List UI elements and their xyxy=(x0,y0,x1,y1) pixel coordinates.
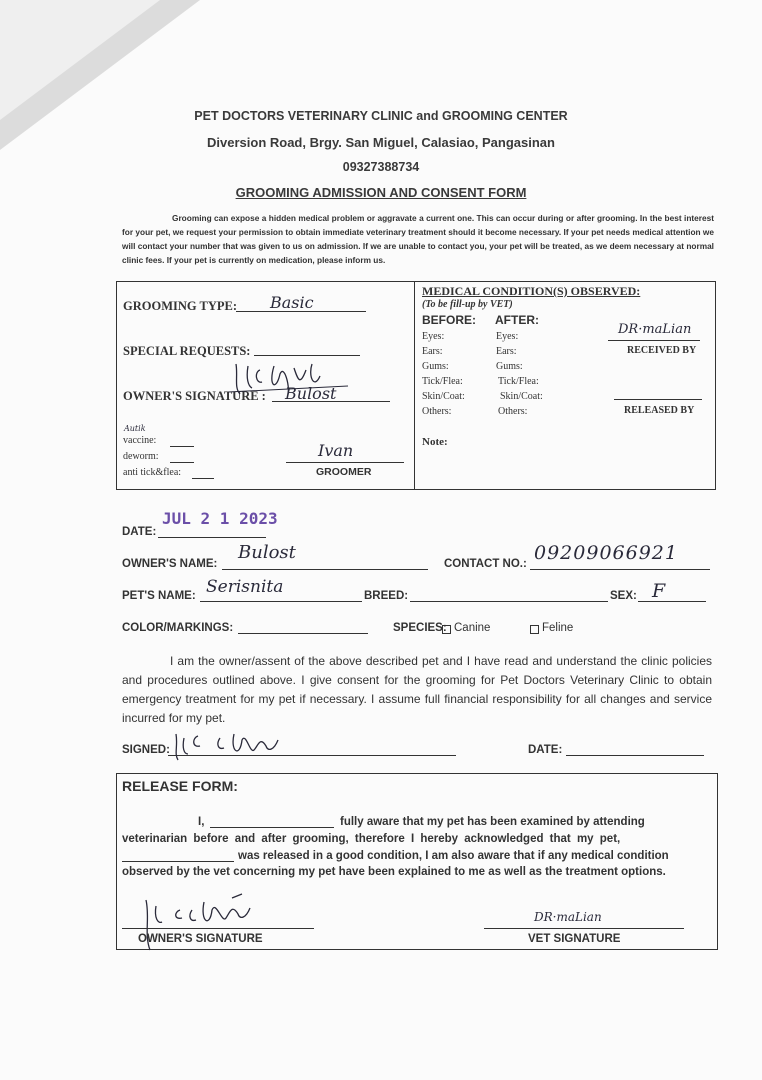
release-vet-line xyxy=(484,928,684,929)
released-by-line xyxy=(614,399,702,400)
deworm-line xyxy=(170,462,194,463)
contact-line xyxy=(530,569,710,570)
vaccine-line xyxy=(170,446,194,447)
pet-name-label: PET'S NAME: xyxy=(122,590,196,602)
color-line xyxy=(238,633,368,634)
after-gums: Gums: xyxy=(496,361,523,372)
date-line xyxy=(158,537,266,538)
release-title: RELEASE FORM: xyxy=(122,778,238,794)
release-text2: veterinarian before and after grooming, therefore I hereby acknowledged that my pet, xyxy=(122,833,621,845)
canine-label: Canine xyxy=(454,622,491,634)
form-title: GROOMING ADMISSION AND CONSENT FORM xyxy=(235,185,527,200)
received-by-value: DR·maLian xyxy=(618,322,692,337)
before-skincoat: Skin/Coat: xyxy=(422,391,465,402)
before-ears: Ears: xyxy=(422,346,443,357)
owner-name-label: OWNER'S NAME: xyxy=(122,558,218,570)
received-by-line xyxy=(608,340,700,341)
release-owner-scribble xyxy=(140,894,280,959)
release-owner-label: OWNER'S SIGNATURE xyxy=(138,933,263,945)
owner-signature-hand: Bulost xyxy=(285,384,337,403)
medical-title: MEDICAL CONDITION(S) OBSERVED: xyxy=(422,284,641,298)
vaccine-label: vaccine: xyxy=(123,435,157,446)
deworm-label: deworm: xyxy=(123,451,159,462)
contact-value: 09209066921 xyxy=(534,542,678,564)
after-others: Others: xyxy=(498,406,528,417)
date-label: DATE: xyxy=(122,526,157,538)
sex-line xyxy=(638,601,706,602)
released-by-label: RELEASED BY xyxy=(624,405,695,416)
color-label: COLOR/MARKINGS: xyxy=(122,622,234,634)
species-label: SPECIES: xyxy=(393,622,447,634)
release-vet-label: VET SIGNATURE xyxy=(528,933,621,945)
contact-label: CONTACT NO.: xyxy=(444,558,527,570)
consent-text: I am the owner/assent of the above described pet and I have read and understand the clinic policies and procedures outlined above. I give consent for the grooming for Pet Doctors Veterinary Clinic to obtain emergency treatment for my pet if necessary. I assume full financial responsibility for all changes and service incurred for my pet. xyxy=(122,654,712,725)
antitick-label: anti tick&flea: xyxy=(123,467,182,478)
sex-label: SEX: xyxy=(610,590,637,602)
release-vet-value: DR·maLian xyxy=(534,910,602,924)
signed-date-label: DATE: xyxy=(528,744,563,756)
before-others: Others: xyxy=(422,406,452,417)
after-tickflea: Tick/Flea: xyxy=(498,376,539,387)
after-ears: Ears: xyxy=(496,346,517,357)
breed-label: BREED: xyxy=(364,590,409,602)
release-pet-line xyxy=(122,861,234,862)
pet-name-line xyxy=(200,601,362,602)
pet-name-value: Serisnita xyxy=(206,577,284,597)
breed-line xyxy=(410,601,608,602)
after-label: AFTER: xyxy=(495,313,539,327)
before-eyes: Eyes: xyxy=(422,331,445,342)
owner-name-line xyxy=(222,569,428,570)
canine-checkbox[interactable] xyxy=(442,625,451,634)
special-requests-label: SPECIAL REQUESTS: xyxy=(123,344,251,358)
release-text3: was released in a good condition, I am also aware that if any medical condition xyxy=(238,850,669,862)
release-i-label: I, xyxy=(198,816,205,828)
grooming-type-label: GROOMING TYPE: xyxy=(123,299,238,313)
before-gums: Gums: xyxy=(422,361,449,372)
release-owner-line xyxy=(122,928,314,929)
antitick-line xyxy=(192,478,214,479)
note-label: Note: xyxy=(422,436,448,448)
release-text4: observed by the vet concerning my pet have been explained to me as well as the treatment options. xyxy=(122,866,666,878)
grooming-type-value: Basic xyxy=(270,293,314,312)
received-by-label: RECEIVED BY xyxy=(627,345,697,356)
vaccine-note: Autik xyxy=(124,424,146,433)
clinic-name: PET DOCTORS VETERINARY CLINIC and GROOMING CENTER xyxy=(194,109,568,123)
groomer-label: GROOMER xyxy=(316,466,372,478)
feline-label: Feline xyxy=(542,622,574,634)
feline-checkbox[interactable] xyxy=(530,625,539,634)
after-eyes: Eyes: xyxy=(496,331,519,342)
intro-text: Grooming can expose a hidden medical problem or aggravate a current one. This can occur during or after grooming. In the best interest for your pet, we request your permission to obtain immediate veterinary treatment should it become necessary. If your pet needs medical attention we will contact your number that was given to us on admission. If we are unable to contact you, your pet will be treated, as we deem necessary at normal clinic fees. If your pet is currently on medication, please inform us. xyxy=(122,213,714,265)
clinic-address: Diversion Road, Brgy. San Miguel, Calasiao, Pangasinan xyxy=(207,135,555,150)
page-fold-shadow xyxy=(0,0,160,120)
release-name-line xyxy=(210,827,334,828)
date-stamp: JUL 2 1 2023 xyxy=(162,509,278,528)
signed-label: SIGNED: xyxy=(122,744,170,756)
box-divider xyxy=(414,281,415,489)
sex-value: F xyxy=(652,580,666,602)
owner-name-value: Bulost xyxy=(238,542,296,563)
groomer-line xyxy=(286,462,404,463)
groomer-value: Ivan xyxy=(318,441,354,460)
clinic-phone: 09327388734 xyxy=(342,160,420,174)
signed-date-line xyxy=(566,755,704,756)
before-tickflea: Tick/Flea: xyxy=(422,376,463,387)
signed-scribble xyxy=(170,728,300,769)
medical-subtitle: (To be fill-up by VET) xyxy=(422,299,513,310)
after-skincoat: Skin/Coat: xyxy=(500,391,543,402)
before-label: BEFORE: xyxy=(422,313,476,327)
release-text1: fully aware that my pet has been examined by attending xyxy=(340,816,645,828)
owner-signature-label: OWNER'S SIGNATURE : xyxy=(123,389,266,403)
